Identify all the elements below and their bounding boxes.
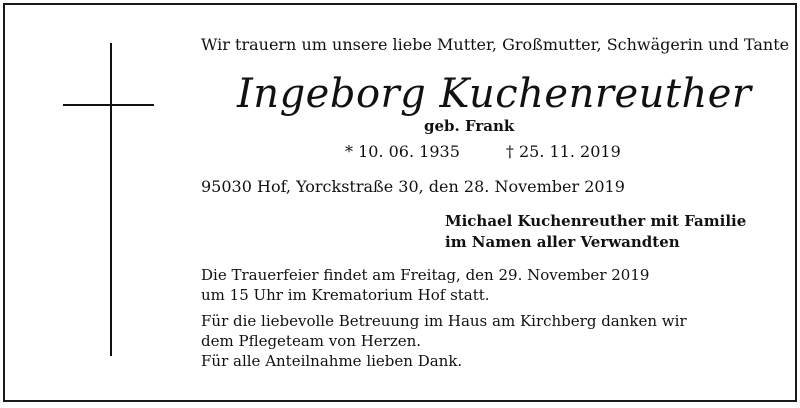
closing-text: Für alle Anteilnahme lieben Dank. [201, 352, 463, 370]
cross-vertical-bar [110, 43, 112, 356]
intro-text: Wir trauern um unsere liebe Mutter, Großmutter, Schwägerin und Tante [201, 35, 790, 54]
birth-date: * 10. 06. 1935 [345, 142, 460, 161]
funeral-info-line2: um 15 Uhr im Krematorium Hof statt. [201, 286, 490, 304]
obituary-notice [3, 3, 797, 402]
place-and-date: 95030 Hof, Yorckstraße 30, den 28. November 2019 [201, 177, 625, 196]
family-signature-line1: Michael Kuchenreuther mit Familie [445, 212, 747, 230]
thanks-line2: dem Pflegeteam von Herzen. [201, 332, 422, 350]
thanks-line1: Für die liebevolle Betreuung im Haus am Kirchberg danken wir [201, 312, 687, 330]
birth-name: geb. Frank [424, 117, 515, 135]
cross-horizontal-bar [63, 104, 154, 106]
death-date: † 25. 11. 2019 [505, 142, 621, 161]
funeral-info-line1: Die Trauerfeier findet am Freitag, den 29. November 2019 [201, 266, 650, 284]
life-dates [345, 142, 621, 161]
deceased-name: Ingeborg Kuchenreuther [237, 71, 752, 117]
family-signature-line2: im Namen aller Verwandten [445, 233, 680, 251]
